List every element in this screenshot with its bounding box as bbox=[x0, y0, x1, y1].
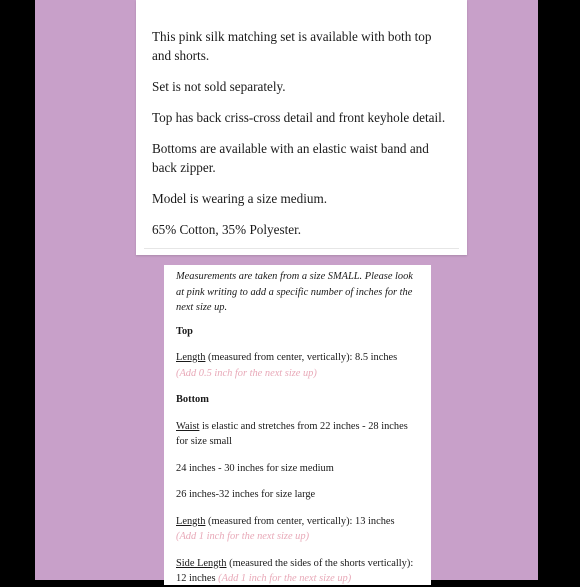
top-heading: Top bbox=[176, 325, 193, 337]
description-paragraph: Model is wearing a size medium. bbox=[152, 191, 328, 206]
description-paragraph: Set is not sold separately. bbox=[152, 79, 286, 94]
waist-text: is elastic and stretches from 22 inches - 28 inches for size small bbox=[176, 420, 408, 447]
description-paragraph: This pink silk matching set is available with both top and shorts. bbox=[152, 29, 432, 63]
measurements-card bbox=[164, 265, 431, 585]
waist-term: Waist bbox=[176, 420, 200, 432]
top-length-row bbox=[176, 350, 419, 381]
waist-large: 26 inches-32 inches for size large bbox=[176, 489, 316, 500]
bottom-length-term: Length bbox=[176, 515, 206, 527]
top-length-text: (measured from center, vertically): 8.5 inches bbox=[205, 352, 398, 363]
bottom-length-text: (measured from center, vertically): 13 inches bbox=[205, 515, 395, 527]
side-length-note: (Add 1 inch for the next size up) bbox=[218, 573, 352, 584]
bottom-heading: Bottom bbox=[176, 394, 209, 405]
bottom-length-row bbox=[176, 514, 419, 545]
waist-medium: 24 inches - 30 inches for size medium bbox=[176, 462, 334, 474]
bottom-length-note: (Add 1 inch for the next size up) bbox=[176, 531, 310, 542]
card-divider bbox=[144, 248, 459, 249]
side-length-row bbox=[176, 556, 419, 587]
description-paragraph: Top has back criss-cross detail and front keyhole detail. bbox=[152, 110, 446, 125]
description-paragraph: 65% Cotton, 35% Polyester. bbox=[152, 222, 302, 237]
waist-row bbox=[176, 419, 419, 450]
description-card bbox=[136, 0, 467, 255]
top-length-term: Length bbox=[176, 352, 206, 363]
measurements-intro: Measurements are taken from a size SMALL. Please look at pink writing to add a specific number of inches for the next size up. bbox=[176, 271, 413, 313]
side-length-term: Side Length bbox=[176, 557, 227, 569]
side-length-text: (measured the sides of the shorts vertically): 12 inches bbox=[176, 557, 414, 584]
description-paragraph: Bottoms are available with an elastic waist band and back zipper. bbox=[152, 141, 429, 175]
top-length-note: (Add 0.5 inch for the next size up) bbox=[176, 367, 317, 379]
